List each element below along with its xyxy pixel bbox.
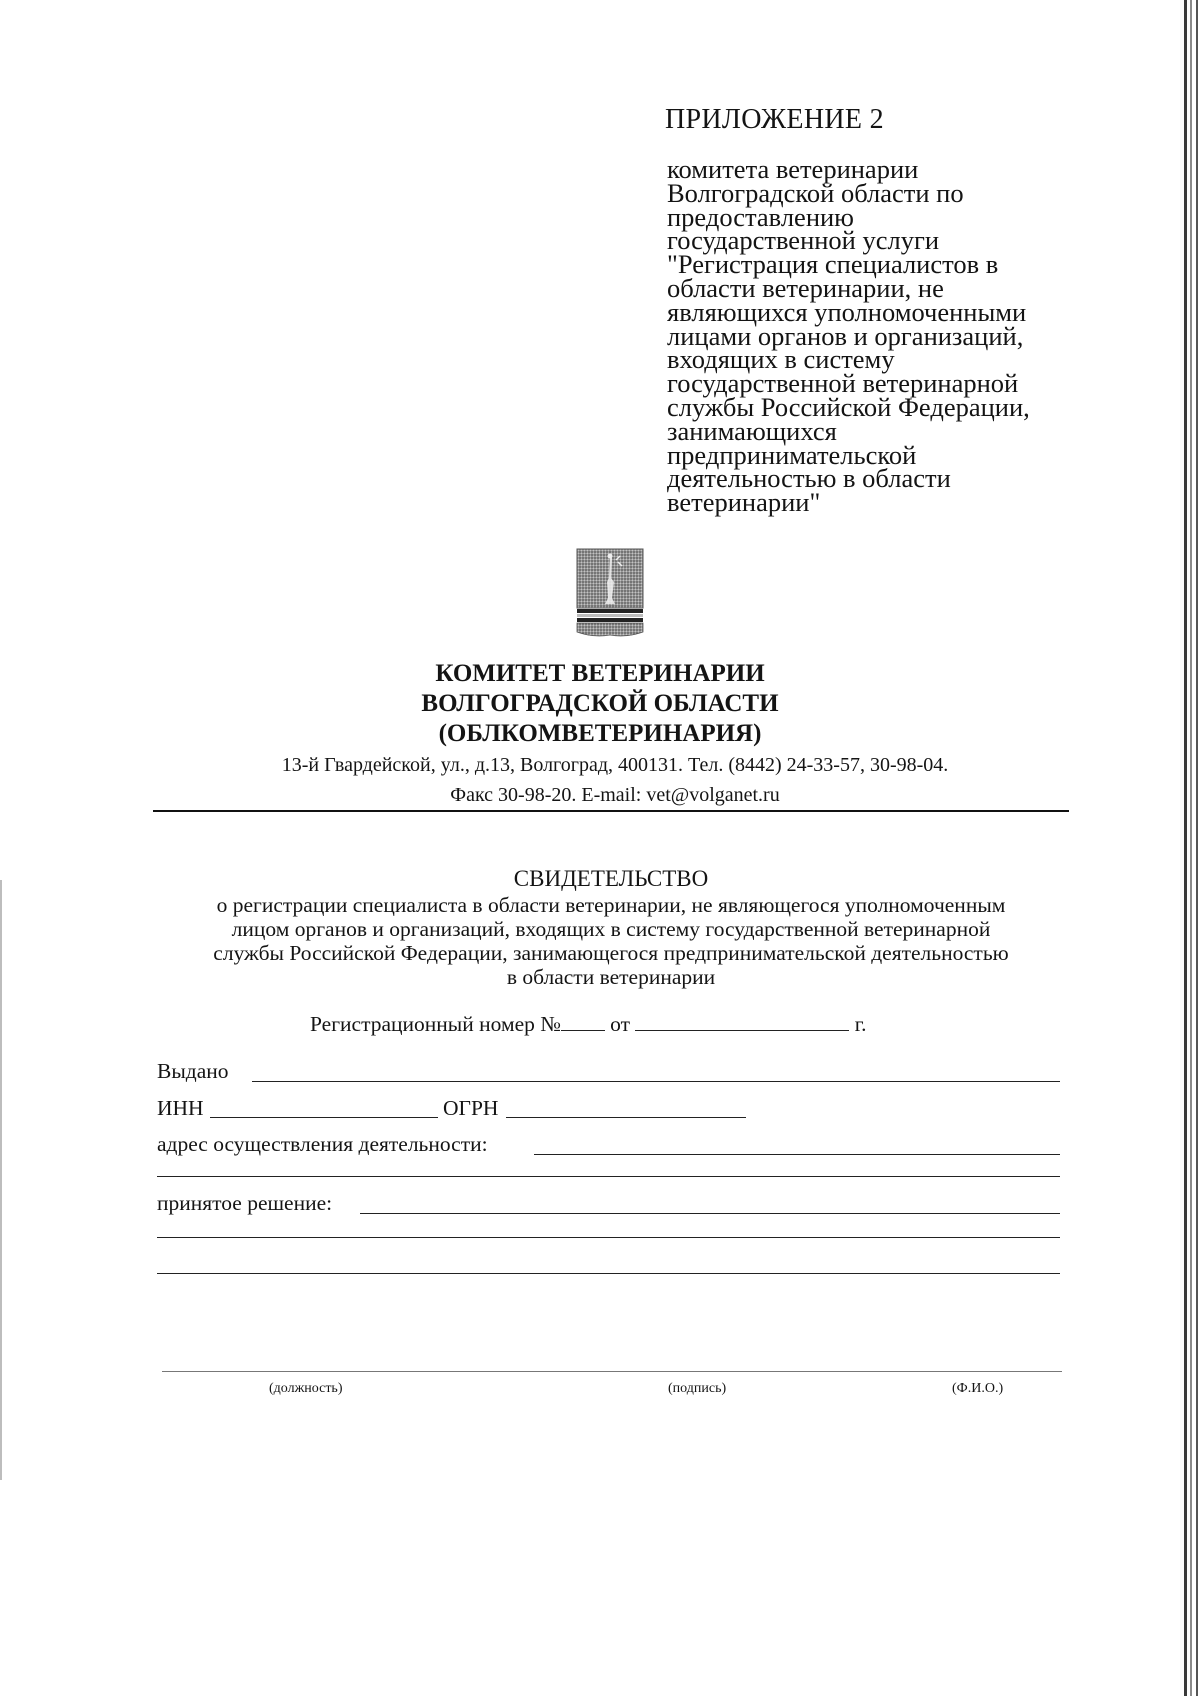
appendix-line: "Регистрация специалистов в <box>667 249 999 280</box>
reg-from-label: от <box>610 1012 631 1036</box>
appendix-line: службы Российской Федерации, <box>667 391 1030 422</box>
organization-name: КОМИТЕТ ВЕТЕРИНАРИИ <box>435 660 765 687</box>
appendix-line: деятельностью в области <box>667 463 951 494</box>
certificate-subtitle-line: о регистрации специалиста в области ветеринарии, не являющегося уполномоченным <box>216 893 1006 917</box>
reg-date-blank[interactable] <box>635 1012 849 1031</box>
scan-edge <box>1184 0 1187 1696</box>
decision-blank-3[interactable] <box>157 1273 1060 1274</box>
certificate-title: СВИДЕТЕЛЬСТВО <box>513 866 709 891</box>
certificate-subtitle-line: в области ветеринарии <box>506 965 716 989</box>
organization-abbreviation: (ОБЛКОМВЕТЕРИНАРИЯ) <box>438 720 762 747</box>
inn-blank[interactable] <box>210 1117 438 1118</box>
position-caption: (должность) <box>269 1381 343 1396</box>
appendix-line: ветеринарии" <box>667 487 821 518</box>
certificate-subtitle <box>150 893 1072 989</box>
decision-blank[interactable] <box>360 1213 1060 1214</box>
ogrn-blank[interactable] <box>506 1117 746 1118</box>
appendix-title: ПРИЛОЖЕНИЕ 2 <box>665 104 884 135</box>
reg-number-blank[interactable] <box>561 1012 605 1031</box>
appendix-line: комитета ветеринарии <box>667 154 919 184</box>
appendix-line: входящих в систему <box>667 344 895 375</box>
coat-of-arms-emblem <box>576 548 644 638</box>
organization-address: 13-й Гвардейской, ул., д.13, Волгоград, 400131. Тел. (8442) 24-33-57, 30-98-04. <box>281 754 949 776</box>
activity-address-blank-2[interactable] <box>157 1176 1060 1177</box>
reg-number-label: Регистрационный номер № <box>310 1012 561 1036</box>
organization-name: ВОЛГОГРАДСКОЙ ОБЛАСТИ <box>421 690 779 717</box>
certificate-subtitle-line: лицом органов и организаций, входящих в систему государственной ветеринарной <box>231 917 991 941</box>
appendix-line: области ветеринарии, не <box>667 272 944 303</box>
issued-blank[interactable] <box>252 1081 1060 1082</box>
ogrn-label: ОГРН <box>443 1096 499 1120</box>
appendix-line: лицами органов и организаций, <box>667 320 1024 351</box>
appendix-line: предоставлению <box>667 201 854 232</box>
registration-number-line <box>310 1012 867 1037</box>
inn-label: ИНН <box>157 1096 204 1120</box>
activity-address-blank[interactable] <box>534 1154 1060 1155</box>
issued-label: Выдано <box>157 1059 229 1083</box>
scan-edge <box>1190 0 1192 1696</box>
certificate-subtitle-line: службы Российской Федерации, занимающегося предпринимательской деятельностью <box>213 941 1009 965</box>
organization-fax-email: Факс 30-98-20. E-mail: vet@volganet.ru <box>450 784 780 806</box>
appendix-line: являющихся уполномоченными <box>667 296 1027 327</box>
appendix-line: Волгоградской области по <box>667 177 964 208</box>
scan-edge <box>0 880 2 1480</box>
decision-label: принятое решение: <box>157 1191 333 1215</box>
appendix-line: предпринимательской <box>667 439 917 470</box>
reg-year-suffix: г. <box>854 1012 867 1036</box>
decision-blank-2[interactable] <box>157 1237 1060 1238</box>
appendix-line: государственной услуги <box>667 225 940 256</box>
full-name-caption: (Ф.И.О.) <box>952 1381 1004 1396</box>
scan-edge <box>1196 0 1198 1696</box>
signature-caption: (подпись) <box>668 1381 727 1396</box>
activity-address-label: адрес осуществления деятельности: <box>157 1132 488 1156</box>
header-divider <box>153 810 1069 812</box>
appendix-line: занимающихся <box>667 415 837 446</box>
signature-line[interactable] <box>162 1371 1062 1372</box>
appendix-description <box>667 154 1087 518</box>
appendix-line: государственной ветеринарной <box>667 368 1019 399</box>
